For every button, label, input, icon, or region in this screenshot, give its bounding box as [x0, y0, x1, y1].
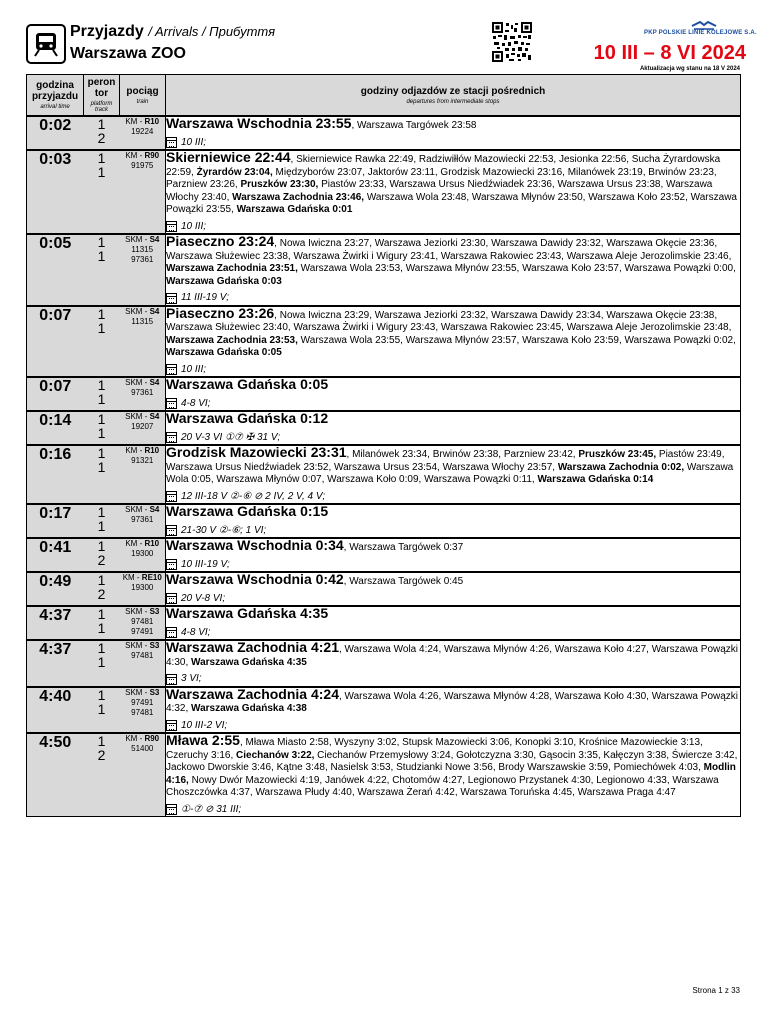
train-number: 19207: [131, 422, 154, 431]
operating-days: [166, 627, 740, 640]
platform-number: 1: [97, 572, 106, 588]
arrival-time: 4:37: [27, 640, 84, 687]
stop-segment: Pruszków 23:45,: [578, 449, 657, 460]
stops-text: [166, 734, 740, 800]
train-number: 97491: [131, 627, 154, 636]
stop-segment: Ciechanów Przemysłowy 3:24, Gołotczyzna 3:30, Gąsocin 3:35, Kałęczyn 3:38, Świercze 3:42, Jackowo Dworskie 3:46, Kątne 3:48, Nasielsk 3:53, Studzianki Nowe 3:56, Brody Warszawskie 3:59, Pomiechówek 4:03,: [166, 749, 738, 773]
stop-segment: Warszawa Gdańska 4:38: [191, 703, 307, 714]
stops-text: [166, 685, 740, 716]
track-number: 2: [97, 552, 106, 568]
table-row: [27, 150, 741, 234]
track-number: 1: [97, 620, 106, 636]
table-row: [27, 606, 741, 640]
calendar-icon: [166, 398, 177, 409]
train-category: [120, 688, 166, 698]
train-info: [120, 234, 166, 306]
stop-segment: Międzyborów 23:07, Jaktorów 23:11, Grodzisk Mazowiecki 23:16, Milanówek 23:19, Brwinów 23:23, Parzniew 23:26,: [166, 166, 717, 190]
train-icon: [26, 24, 66, 64]
train-line: S4: [149, 306, 160, 316]
stop-segment: , Milanówek 23:34, Brwinów 23:38, Parzniew 23:42,: [346, 449, 579, 460]
train-info: [120, 445, 166, 504]
train-category: [120, 446, 166, 456]
stop-segment: Warszawa Wola 23:53, Warszawa Młynów 23:55, Warszawa Koło 23:57, Warszawa Powązki 0:00,: [297, 263, 736, 274]
operating-days-text: 3 VI;: [181, 673, 202, 684]
operating-days: [166, 673, 740, 686]
operating-days: [166, 292, 740, 305]
arrival-time: 0:14: [27, 411, 84, 445]
train-info: [120, 687, 166, 734]
train-info: [120, 411, 166, 445]
title-translations: / Arrivals / Прибуття: [148, 24, 276, 39]
stop-segment: Warszawa Wola 0:05, Warszawa Młynów 0:07, Warszawa Koło 0:09, Warszawa Powązki 0:11,: [166, 461, 734, 485]
train-line: S3: [149, 687, 160, 697]
calendar-icon: [166, 364, 177, 375]
table-row: [27, 411, 741, 445]
train-carrier: SKM -: [125, 687, 150, 697]
train-category: [120, 378, 166, 388]
train-info: [120, 150, 166, 234]
table-row: [27, 377, 741, 411]
operating-days-text: 10 III;: [181, 363, 207, 375]
intermediate-stops: [166, 640, 741, 687]
operating-days-text: 10 III;: [181, 136, 207, 148]
stops-text: [166, 412, 740, 428]
origin-station: Warszawa Gdańska 0:05: [166, 376, 329, 392]
intermediate-stops: [166, 687, 741, 734]
stop-segment: Warszawa Zachodnia 23:46,: [232, 191, 365, 203]
train-category: [120, 607, 166, 617]
platform-track: [84, 538, 120, 572]
stop-segment: Warszawa Gdańska 0:03: [166, 275, 282, 287]
platform-track: [84, 306, 120, 378]
train-carrier: SKM -: [125, 607, 150, 616]
train-info: [120, 504, 166, 538]
train-line: R90: [144, 734, 160, 743]
platform-track: [84, 377, 120, 411]
stop-segment: Warszawa Gdańska 4:35: [191, 656, 307, 668]
stops-text: [166, 641, 740, 669]
stop-segment: , Skierniewice Rawka 22:49, Radziwiłłów Mazowiecki 22:53, Jesionka 22:56, Sucha Żyrardowska 22:59,: [166, 154, 721, 178]
timetable-header: [26, 20, 757, 76]
stop-segment: Warszawa Gdańska 0:14: [537, 474, 654, 485]
operating-days-text: 20 V-3 VI ①⑦ ✠ 31 V;: [181, 431, 281, 443]
calendar-icon: [166, 525, 177, 536]
train-info: [120, 116, 166, 150]
stops-text: [166, 235, 740, 288]
platform-number: 1: [97, 445, 106, 461]
stops-text: [166, 573, 740, 589]
arrival-time: 0:03: [27, 150, 84, 234]
arrival-time: 0:41: [27, 538, 84, 572]
table-row: [27, 116, 741, 150]
origin-station: Warszawa Wschodnia 23:55: [166, 115, 352, 131]
platform-track: [84, 445, 120, 504]
title-main: Przyjazdy: [70, 23, 144, 40]
track-number: 1: [97, 459, 106, 475]
station-name: Warszawa ZOO: [70, 45, 186, 62]
train-category: [120, 573, 166, 583]
train-number: 97491: [131, 697, 154, 707]
track-number: 1: [97, 164, 106, 180]
calendar-icon: [166, 221, 177, 232]
operating-days: [166, 364, 740, 377]
train-number: 19300: [131, 549, 154, 558]
train-line: R10: [144, 446, 160, 455]
operating-days-text: ①-⑦ ⊘ 31 III;: [181, 803, 242, 815]
intermediate-stops: [166, 306, 741, 378]
train-carrier: KM -: [122, 573, 142, 582]
carrier-logo-text: PKP POLSKIE LINIE KOLEJOWE S.A.: [644, 30, 757, 36]
train-category: [120, 641, 166, 651]
train-carrier: KM -: [125, 539, 145, 548]
calendar-icon: [166, 491, 177, 502]
platform-number: 1: [97, 538, 106, 554]
stop-segment: , Warszawa Wola 4:24, Warszawa Młynów 4:26, Warszawa Koło 4:27, Warszawa Powązki 4:30,: [166, 644, 739, 668]
operating-days-text: 11 III-19 V;: [181, 292, 229, 303]
train-line: S4: [149, 412, 160, 421]
origin-station: Warszawa Gdańska 4:35: [166, 605, 329, 621]
train-number: 51400: [131, 744, 154, 753]
platform-number: 1: [97, 733, 106, 749]
train-info: [120, 733, 166, 817]
stops-text: [166, 117, 740, 133]
page-title: [70, 23, 275, 41]
train-carrier: SKM -: [125, 641, 150, 650]
pkp-logo-icon: [644, 20, 757, 36]
train-info: [120, 377, 166, 411]
calendar-icon: [166, 593, 177, 604]
column-header-platform: peron tor platform track: [84, 75, 120, 117]
stop-segment: Warszawa Gdańska 0:01: [236, 204, 353, 215]
track-number: 1: [97, 654, 106, 670]
stop-segment: Pruszków 23:30,: [240, 179, 319, 190]
train-info: [120, 606, 166, 640]
train-line: S3: [149, 641, 160, 650]
origin-station: Warszawa Gdańska 0:15: [166, 503, 329, 519]
stops-text: [166, 607, 740, 623]
origin-station: Piaseczno 23:26: [166, 304, 275, 321]
platform-track: [84, 572, 120, 606]
train-carrier: SKM -: [125, 306, 150, 316]
page-number: Strona 1 z 33: [692, 986, 740, 995]
stop-segment: Piastów 23:33, Warszawa Ursus Niedźwiadek 23:36, Warszawa Ursus 23:38, Warszawa Włochy 23:40,: [166, 179, 713, 203]
column-header-stops: godziny odjazdów ze stacji pośrednich departures from intermediate stops: [166, 75, 741, 117]
train-number: 97361: [131, 255, 154, 264]
operating-days: [166, 137, 740, 150]
stop-segment: Modlin 4:16,: [166, 762, 736, 786]
platform-number: 1: [97, 305, 106, 322]
column-header-train: pociąg train: [120, 75, 166, 117]
train-info: [120, 640, 166, 687]
train-number: 11315: [131, 245, 154, 254]
stop-segment: Warszawa Zachodnia 23:53,: [166, 334, 298, 346]
platform-number: 1: [97, 504, 106, 520]
table-row: [27, 538, 741, 572]
stops-text: [166, 151, 740, 217]
platform-number: 1: [97, 150, 106, 166]
table-row: [27, 306, 741, 378]
update-note: Aktualizacja wg stanu na 18 V 2024: [639, 66, 740, 72]
stops-text: [166, 539, 740, 555]
train-number: 91975: [131, 161, 154, 170]
stops-text: [166, 505, 740, 521]
train-line: R10: [144, 117, 160, 126]
platform-number: 1: [97, 234, 106, 250]
table-row: [27, 504, 741, 538]
platform-number: 1: [97, 686, 106, 703]
operating-days: [166, 559, 740, 572]
stop-segment: , Nowa Iwiczna 23:29, Warszawa Jeziorki 23:32, Warszawa Dawidy 23:34, Warszawa Okęcie 23:38, Warszawa Służewiec 23:40, Warszawa Żwirki i Wigury 23:43, Warszawa Rakowiec 23:45, Warszawa Aleje Jerozolimskie 23:48,: [166, 309, 732, 333]
train-number: 97361: [131, 515, 154, 524]
stops-text: [166, 446, 740, 487]
arrival-time: 0:17: [27, 504, 84, 538]
operating-days-text: 4-8 VI;: [181, 397, 211, 409]
intermediate-stops: [166, 411, 741, 445]
train-line: S4: [149, 378, 160, 387]
platform-track: [84, 733, 120, 817]
platform-track: [84, 411, 120, 445]
train-number: 11315: [131, 316, 154, 326]
stop-segment: Żyrardów 23:04,: [196, 166, 273, 178]
arrival-time: 0:07: [27, 306, 84, 378]
train-carrier: SKM -: [125, 378, 150, 387]
stops-text: [166, 378, 740, 394]
intermediate-stops: [166, 445, 741, 504]
origin-station: Skierniewice 22:44: [166, 149, 291, 165]
operating-days: [166, 398, 740, 411]
stop-segment: Warszawa Zachodnia 23:51,: [166, 263, 298, 274]
train-carrier: SKM -: [125, 505, 150, 514]
table-row: [27, 733, 741, 817]
arrival-time: 0:16: [27, 445, 84, 504]
operating-days: [166, 804, 740, 817]
stop-segment: Warszawa Wola 23:55, Warszawa Młynów 23:57, Warszawa Koło 23:59, Warszawa Powązki 0:02,: [297, 334, 736, 346]
calendar-icon: [166, 627, 177, 638]
track-number: 2: [97, 747, 106, 763]
operating-days-text: 12 III-18 V ②-⑥ ⊘ 2 IV, 2 V, 4 V;: [181, 490, 326, 502]
operating-days-text: 10 III-19 V;: [181, 558, 230, 570]
platform-number: 1: [97, 377, 106, 393]
track-number: 1: [97, 700, 106, 717]
track-number: 2: [97, 130, 106, 146]
train-number: 19300: [131, 583, 154, 592]
track-number: 1: [97, 518, 106, 534]
arrivals-table: [26, 74, 741, 817]
stop-segment: Piastów 23:49, Warszawa Ursus Niedźwiadek 23:52, Warszawa Ursus 23:54, Warszawa Włochy 23:57,: [166, 449, 725, 473]
calendar-icon: [166, 432, 177, 443]
intermediate-stops: [166, 606, 741, 640]
arrival-time: 4:37: [27, 606, 84, 640]
calendar-icon: [166, 559, 177, 570]
platform-track: [84, 116, 120, 150]
origin-station: Grodzisk Mazowiecki 23:31: [166, 444, 347, 460]
calendar-icon: [166, 137, 177, 148]
train-number: 97361: [131, 388, 154, 397]
table-row: [27, 234, 741, 306]
platform-track: [84, 640, 120, 687]
track-number: 2: [97, 586, 106, 602]
table-row: [27, 640, 741, 687]
stop-segment: Nowy Dwór Mazowiecki 4:19, Janówek 4:22, Chotomów 4:27, Legionowo Przystanek 4:30, Legionowo 4:33, Warszawa Choszczówka 4:37, Warszawa Płudy 4:40, Warszawa Żerań 4:42, Warszawa Toruńska 4:45, Warszawa Praga 4:47: [166, 774, 719, 798]
arrival-time: 4:40: [27, 687, 84, 734]
column-header-time: godzina przyjazdu arrival time: [27, 75, 84, 117]
operating-days-text: 10 III;: [181, 220, 207, 232]
stop-segment: , Warszawa Targówek 23:58: [351, 120, 477, 131]
intermediate-stops: [166, 377, 741, 411]
train-info: [120, 306, 166, 378]
train-line: S4: [149, 505, 160, 514]
stop-segment: , Warszawa Wola 4:26, Warszawa Młynów 4:28, Warszawa Koło 4:30, Warszawa Powązki 4:32,: [166, 690, 739, 714]
stop-segment: , Nowa Iwiczna 23:27, Warszawa Jeziorki 23:30, Warszawa Dawidy 23:32, Warszawa Okęcie 23:36, Warszawa Służewiec 23:38, Warszawa Żwirki i Wigury 23:41, Warszawa Rakowiec 23:43, Warszawa Aleje Jerozolimskie 23:46,: [166, 238, 732, 262]
calendar-icon: [166, 720, 177, 731]
track-number: 1: [97, 319, 106, 336]
arrival-time: 0:02: [27, 116, 84, 150]
train-carrier: SKM -: [125, 412, 150, 421]
train-line: RE10: [141, 573, 162, 582]
calendar-icon: [166, 804, 177, 815]
stop-segment: , Warszawa Targówek 0:37: [343, 542, 464, 553]
train-line: R90: [144, 151, 160, 160]
arrival-time: 0:07: [27, 377, 84, 411]
track-number: 1: [97, 425, 106, 441]
platform-number: 1: [97, 640, 106, 656]
operating-days: [166, 720, 740, 733]
operating-days-text: 10 III-2 VI;: [181, 719, 228, 731]
train-category: [120, 539, 166, 549]
validity-date-range: 10 III – 8 VI 2024: [593, 42, 746, 64]
table-row: [27, 445, 741, 504]
train-category: [120, 734, 166, 744]
arrival-time: 4:50: [27, 733, 84, 817]
origin-station: Warszawa Zachodnia 4:24: [166, 685, 339, 702]
intermediate-stops: [166, 150, 741, 234]
track-number: 1: [97, 391, 106, 407]
origin-station: Mława 2:55: [166, 732, 240, 748]
origin-station: Warszawa Gdańska 0:12: [166, 410, 329, 426]
operating-days-text: 4-8 VI;: [181, 626, 211, 638]
stop-segment: Warszawa Wola 23:48, Warszawa Młynów 23:50, Warszawa Koło 23:52, Warszawa Powązki 23:55,: [166, 191, 737, 215]
train-number: 97481: [131, 707, 154, 717]
train-category: [120, 307, 166, 317]
intermediate-stops: [166, 116, 741, 150]
train-number: 97481: [131, 617, 154, 626]
train-category: [120, 412, 166, 422]
platform-number: 1: [97, 606, 106, 622]
qr-code-icon: [492, 22, 532, 62]
track-number: 1: [97, 248, 106, 264]
table-row: [27, 572, 741, 606]
platform-track: [84, 504, 120, 538]
train-info: [120, 538, 166, 572]
train-line: S3: [149, 607, 160, 616]
stop-segment: Ciechanów 3:22,: [236, 749, 315, 761]
operating-days-text: 20 V-8 VI;: [181, 592, 226, 604]
train-line: R10: [144, 539, 160, 548]
operating-days-text: 21-30 V ②-⑥; 1 VI;: [181, 524, 267, 536]
operating-days: [166, 491, 740, 504]
arrival-time: 0:05: [27, 234, 84, 306]
platform-track: [84, 606, 120, 640]
train-line: S4: [149, 235, 160, 244]
intermediate-stops: [166, 733, 741, 817]
origin-station: Warszawa Wschodnia 0:42: [166, 571, 344, 587]
origin-station: Warszawa Zachodnia 4:21: [166, 639, 339, 655]
stops-text: [166, 304, 740, 360]
train-info: [120, 572, 166, 606]
train-category: [120, 151, 166, 161]
arrival-time: 0:49: [27, 572, 84, 606]
platform-number: 1: [97, 411, 106, 427]
intermediate-stops: [166, 538, 741, 572]
intermediate-stops: [166, 572, 741, 606]
origin-station: Warszawa Wschodnia 0:34: [166, 537, 344, 553]
train-category: [120, 117, 166, 127]
train-carrier: KM -: [125, 734, 145, 743]
origin-station: Piaseczno 23:24: [166, 233, 275, 249]
train-number: 97481: [131, 651, 154, 660]
train-category: [120, 505, 166, 515]
operating-days: [166, 525, 740, 538]
intermediate-stops: [166, 234, 741, 306]
train-category: [120, 235, 166, 245]
train-number: 19224: [131, 127, 154, 136]
train-number: 91321: [131, 456, 154, 465]
table-row: [27, 687, 741, 734]
calendar-icon: [166, 674, 177, 685]
train-carrier: KM -: [125, 151, 145, 160]
platform-track: [84, 150, 120, 234]
operating-days: [166, 593, 740, 606]
table-header-row: [27, 75, 741, 117]
platform-track: [84, 687, 120, 734]
stop-segment: Warszawa Gdańska 0:05: [166, 347, 282, 358]
stop-segment: Warszawa Zachodnia 0:02,: [557, 461, 685, 473]
stop-segment: , Warszawa Targówek 0:45: [343, 576, 464, 587]
stop-segment: , Mława Miasto 2:58, Wyszyny 3:02, Stupsk Mazowiecki 3:06, Konopki 3:10, Krośnice Mazowieckie 3:13, Czeruchy 3:16,: [166, 737, 703, 761]
calendar-icon: [166, 293, 177, 304]
intermediate-stops: [166, 504, 741, 538]
operating-days: [166, 432, 740, 445]
train-carrier: KM -: [125, 446, 145, 455]
train-carrier: KM -: [125, 117, 145, 126]
train-carrier: SKM -: [125, 235, 150, 244]
platform-track: [84, 234, 120, 306]
operating-days: [166, 221, 740, 234]
platform-number: 1: [97, 116, 106, 132]
